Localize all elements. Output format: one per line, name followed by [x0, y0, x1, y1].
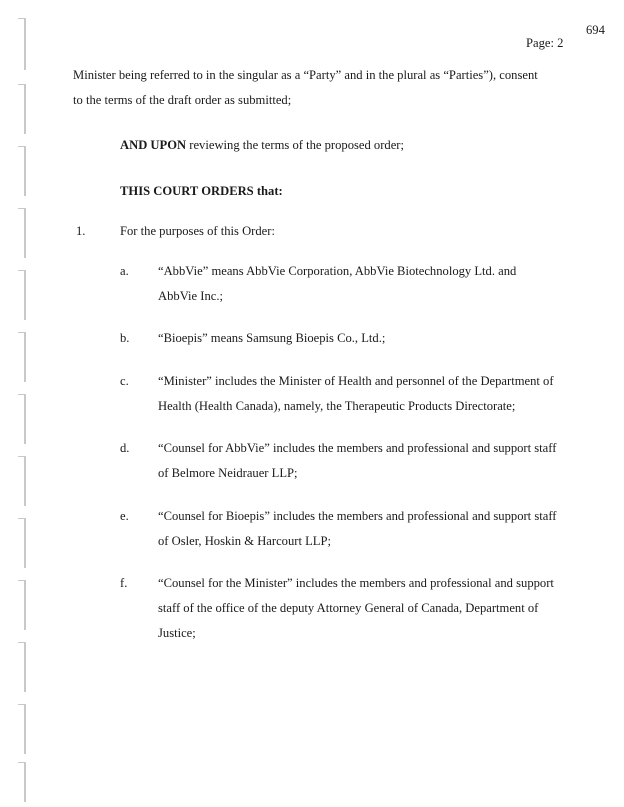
margin-mark — [24, 518, 26, 568]
stamp-number: 694 — [586, 23, 605, 37]
margin-mark — [24, 642, 26, 692]
and-upon-paragraph — [120, 138, 404, 152]
item-letter: b. — [120, 331, 130, 345]
item-text-line: staff of the office of the deputy Attorney General of Canada, Department of — [158, 601, 539, 615]
item-letter: a. — [120, 264, 129, 278]
margin-mark — [24, 704, 26, 754]
clause-number: 1. — [76, 224, 86, 238]
item-letter: d. — [120, 441, 130, 455]
margin-mark — [24, 146, 26, 196]
page-number: Page: 2 — [526, 36, 564, 50]
margin-mark — [24, 270, 26, 320]
item-text-line: of Osler, Hoskin & Harcourt LLP; — [158, 534, 331, 548]
margin-mark — [24, 84, 26, 134]
item-letter: c. — [120, 374, 129, 388]
item-letter: f. — [120, 576, 128, 590]
margin-mark — [24, 394, 26, 444]
item-text-line: “Counsel for AbbVie” includes the members and professional and support staff — [158, 441, 557, 455]
item-letter: e. — [120, 509, 129, 523]
margin-mark — [24, 580, 26, 630]
item-text-line: Justice; — [158, 626, 196, 640]
and-upon-text: reviewing the terms of the proposed order; — [186, 138, 405, 152]
margin-mark — [24, 456, 26, 506]
intro-line: Minister being referred to in the singular as a “Party” and in the plural as “Parties”), consent — [73, 68, 538, 82]
item-text-line: of Belmore Neidrauer LLP; — [158, 466, 298, 480]
margin-mark — [24, 332, 26, 382]
orders-heading: THIS COURT ORDERS that: — [120, 184, 283, 198]
clause-text: For the purposes of this Order: — [120, 224, 275, 238]
margin-mark — [24, 18, 26, 70]
item-text-line: “Bioepis” means Samsung Bioepis Co., Ltd.; — [158, 331, 386, 345]
intro-line: to the terms of the draft order as submitted; — [73, 93, 292, 107]
and-upon-bold: AND UPON — [120, 138, 187, 152]
item-text-line: “Counsel for Bioepis” includes the members and professional and support staff — [158, 509, 557, 523]
item-text-line: Health (Health Canada), namely, the Therapeutic Products Directorate; — [158, 399, 516, 413]
item-text-line: “Minister” includes the Minister of Health and personnel of the Department of — [158, 374, 554, 388]
margin-mark — [24, 208, 26, 258]
margin-mark — [24, 762, 26, 802]
item-text-line: “AbbVie” means AbbVie Corporation, AbbVie Biotechnology Ltd. and — [158, 264, 517, 278]
item-text-line: “Counsel for the Minister” includes the members and professional and support — [158, 576, 554, 590]
item-text-line: AbbVie Inc.; — [158, 289, 223, 303]
